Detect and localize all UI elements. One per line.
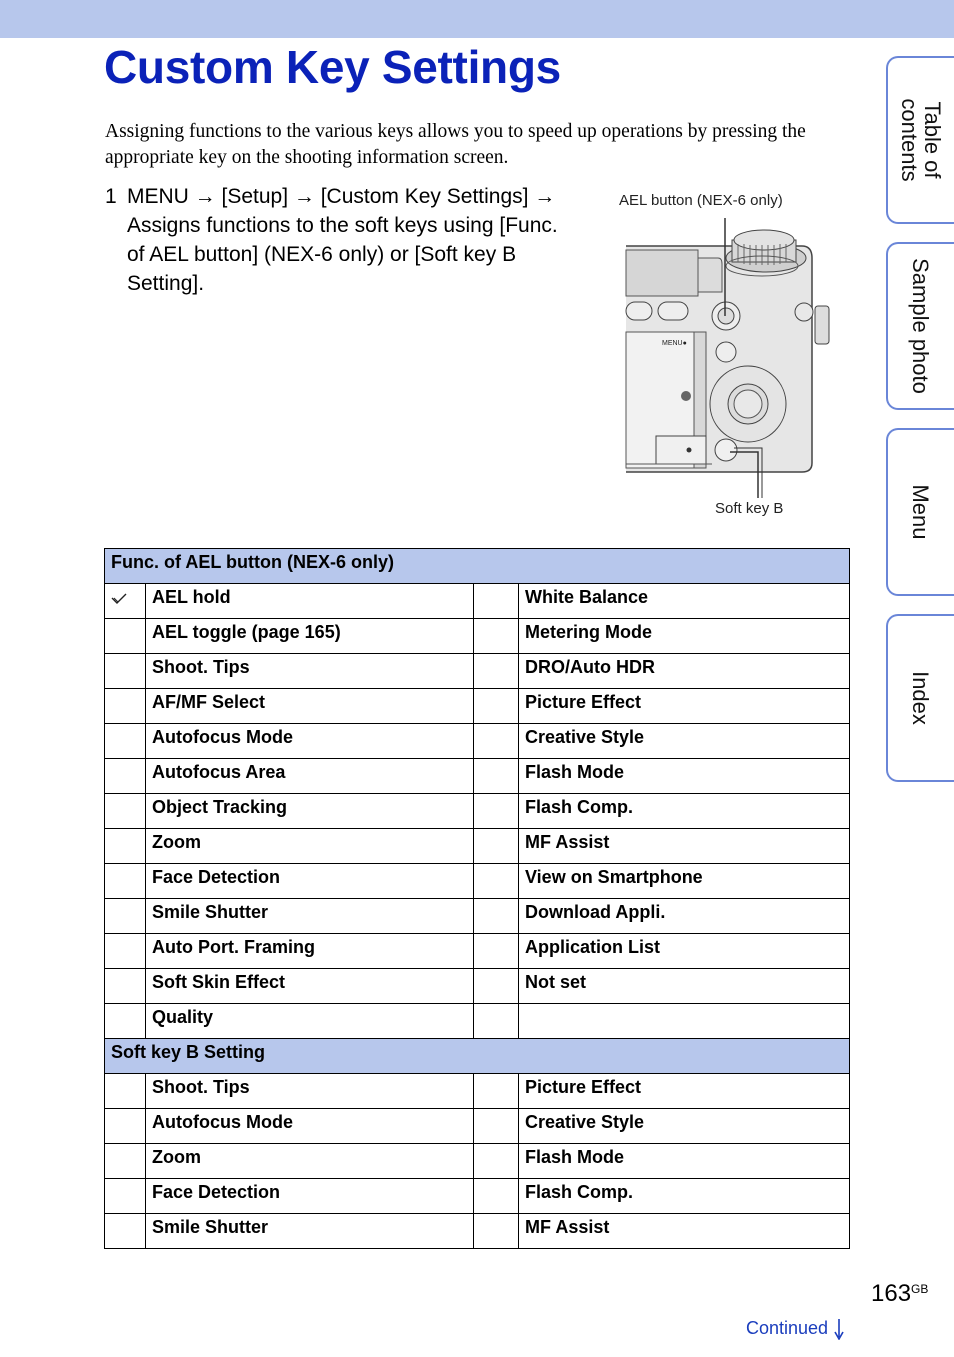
default-marker-cell <box>105 1004 146 1039</box>
table-row <box>105 1074 850 1109</box>
side-tab[interactable] <box>886 614 954 782</box>
step-number: 1 <box>105 185 117 208</box>
default-marker-cell <box>474 724 519 759</box>
default-marker-cell <box>105 619 146 654</box>
table-section-header <box>105 1039 850 1074</box>
default-marker-cell <box>474 654 519 689</box>
table-row <box>105 934 850 969</box>
default-marker-cell <box>105 934 146 969</box>
default-marker-cell <box>474 934 519 969</box>
option-label: View on Smartphone <box>519 864 850 899</box>
option-label: Autofocus Mode <box>146 724 474 759</box>
camera-illustration <box>612 188 842 528</box>
step-text: MENU → [Setup] → [Custom Key Settings] → Assigns functions to the soft keys using [Func. of AEL button] (NEX-6 only) or [Soft key B Setting]. <box>127 185 558 295</box>
option-label: Flash Mode <box>519 1144 850 1179</box>
default-marker-cell <box>105 969 146 1004</box>
default-marker-cell <box>474 829 519 864</box>
default-marker-cell <box>105 724 146 759</box>
settings-table <box>104 548 850 1249</box>
top-band <box>0 0 954 38</box>
table-row <box>105 654 850 689</box>
default-marker-cell <box>474 1144 519 1179</box>
option-label: Picture Effect <box>519 689 850 724</box>
page-number-suffix: GB <box>911 1282 929 1296</box>
option-label: White Balance <box>519 584 850 619</box>
table-row <box>105 1214 850 1249</box>
default-marker-cell <box>474 584 519 619</box>
default-marker-cell <box>105 794 146 829</box>
table-row <box>105 1004 850 1039</box>
option-label: Download Appli. <box>519 899 850 934</box>
option-label: Smile Shutter <box>146 899 474 934</box>
table-row <box>105 619 850 654</box>
continued-label: Continued <box>746 1318 829 1338</box>
page-title: Custom Key Settings <box>104 41 561 93</box>
table-row <box>105 1109 850 1144</box>
default-marker-cell <box>105 899 146 934</box>
option-label: Flash Mode <box>519 759 850 794</box>
default-marker-cell <box>105 584 146 619</box>
option-label: Creative Style <box>519 724 850 759</box>
option-label: Not set <box>519 969 850 1004</box>
option-label <box>519 1004 850 1039</box>
option-label: Flash Comp. <box>519 794 850 829</box>
table-row <box>105 724 850 759</box>
default-marker-cell <box>474 1214 519 1249</box>
option-label: Zoom <box>146 1144 474 1179</box>
option-label: Object Tracking <box>146 794 474 829</box>
side-tab-label: Sample photo <box>908 258 934 394</box>
side-tab[interactable] <box>886 242 954 410</box>
default-marker-cell <box>105 864 146 899</box>
option-label: MF Assist <box>519 829 850 864</box>
camera-figure <box>612 188 842 528</box>
table-row <box>105 969 850 1004</box>
option-label: Quality <box>146 1004 474 1039</box>
option-label: AF/MF Select <box>146 689 474 724</box>
default-marker-cell <box>105 1144 146 1179</box>
side-tab-label: Menu <box>908 484 934 540</box>
side-tab-label: Table of contents <box>897 98 945 182</box>
ael-button-label: AEL button (NEX-6 only) <box>619 192 783 209</box>
default-marker-cell <box>474 794 519 829</box>
section-header-label: Func. of AEL button (NEX-6 only) <box>105 549 850 584</box>
table-section-header <box>105 549 850 584</box>
option-label: Shoot. Tips <box>146 654 474 689</box>
default-marker-cell <box>105 1074 146 1109</box>
option-label: Shoot. Tips <box>146 1074 474 1109</box>
default-marker-cell <box>474 1179 519 1214</box>
default-marker-cell <box>105 1214 146 1249</box>
option-label: Auto Port. Framing <box>146 934 474 969</box>
side-tab-label: Index <box>908 671 934 725</box>
option-label: Metering Mode <box>519 619 850 654</box>
page-number <box>871 1280 928 1308</box>
option-label: MF Assist <box>519 1214 850 1249</box>
soft-key-b-label: Soft key B <box>715 500 784 517</box>
option-label: Flash Comp. <box>519 1179 850 1214</box>
default-marker-cell <box>474 759 519 794</box>
default-marker-cell <box>474 864 519 899</box>
side-tab[interactable] <box>886 56 954 224</box>
option-label: AEL hold <box>146 584 474 619</box>
check-icon <box>110 590 128 608</box>
default-marker-cell <box>105 689 146 724</box>
table-row <box>105 759 850 794</box>
option-label: Creative Style <box>519 1109 850 1144</box>
default-marker-cell <box>474 899 519 934</box>
default-marker-cell <box>474 1074 519 1109</box>
table-row <box>105 829 850 864</box>
default-marker-cell <box>474 1109 519 1144</box>
default-marker-cell <box>105 1179 146 1214</box>
option-label: Smile Shutter <box>146 1214 474 1249</box>
default-marker-cell <box>105 829 146 864</box>
option-label: Face Detection <box>146 1179 474 1214</box>
option-label: Application List <box>519 934 850 969</box>
default-marker-cell <box>105 759 146 794</box>
page-number-value: 163 <box>871 1280 912 1307</box>
table-row <box>105 1179 850 1214</box>
default-marker-cell <box>474 689 519 724</box>
section-header-label: Soft key B Setting <box>105 1039 850 1074</box>
continued-link[interactable] <box>746 1318 845 1340</box>
option-label: Zoom <box>146 829 474 864</box>
option-label: Face Detection <box>146 864 474 899</box>
table-row <box>105 899 850 934</box>
intro-paragraph: Assigning functions to the various keys allows you to speed up operations by pressing the appropriate key on the shooting information screen. <box>105 121 806 168</box>
option-label: Autofocus Mode <box>146 1109 474 1144</box>
arrow-down-icon <box>833 1318 845 1340</box>
option-label: DRO/Auto HDR <box>519 654 850 689</box>
option-label: Autofocus Area <box>146 759 474 794</box>
default-marker-cell <box>474 619 519 654</box>
option-label: Soft Skin Effect <box>146 969 474 1004</box>
default-marker-cell <box>474 969 519 1004</box>
table-row <box>105 689 850 724</box>
option-label: AEL toggle (page 165) <box>146 619 474 654</box>
default-marker-cell <box>474 1004 519 1039</box>
default-marker-cell <box>105 1109 146 1144</box>
table-row <box>105 1144 850 1179</box>
table-row <box>105 794 850 829</box>
default-marker-cell <box>105 654 146 689</box>
menu-marking: MENU● <box>662 340 687 347</box>
table-row <box>105 584 850 619</box>
table-row <box>105 864 850 899</box>
side-tab[interactable] <box>886 428 954 596</box>
option-label: Picture Effect <box>519 1074 850 1109</box>
